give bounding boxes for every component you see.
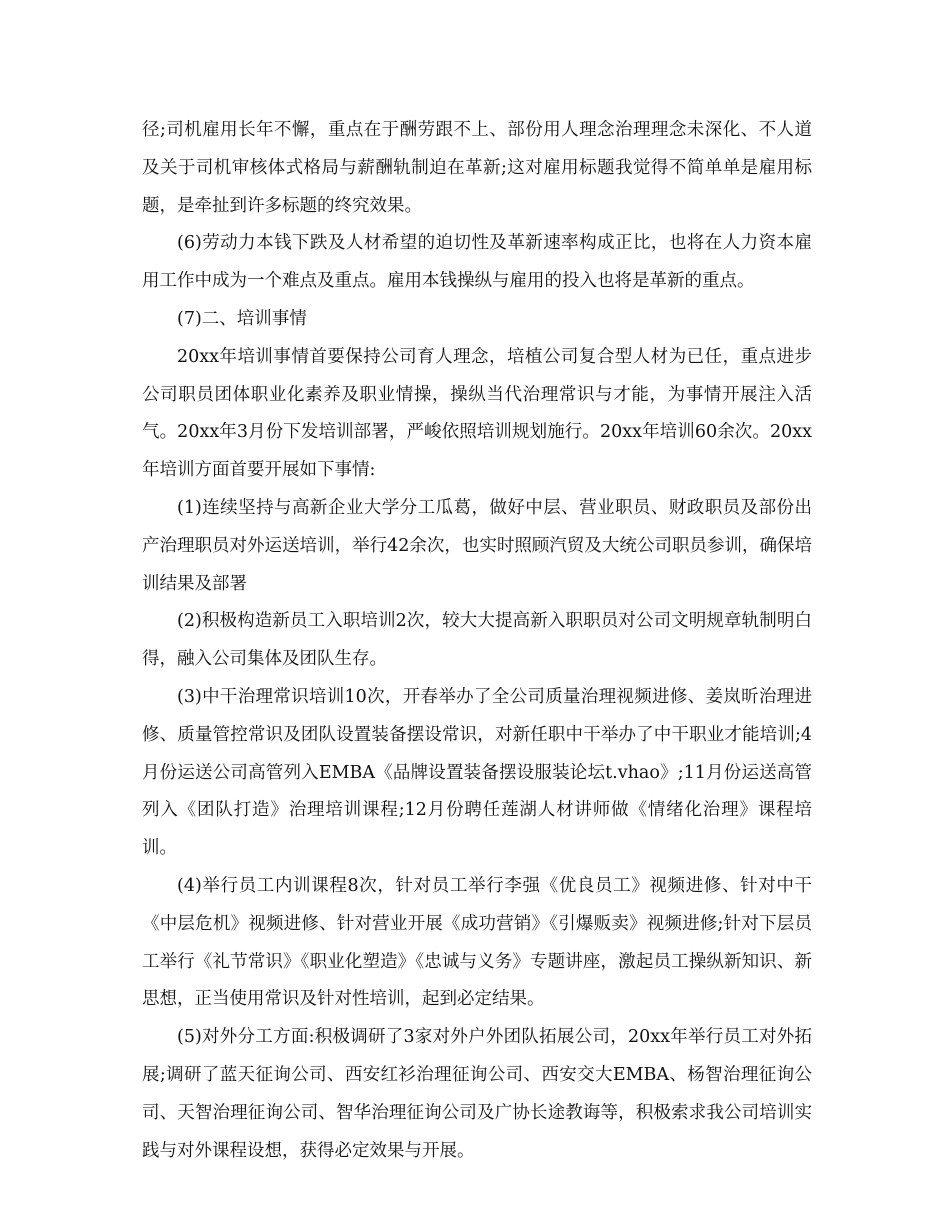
- paragraph-item-6-labor-cost: (6)劳动力本钱下跌及人材希望的迫切性及革新速率构成正比，也将在人力资本雇用工作中成为一个难点及重点。雇用本钱操纵与雇用的投入也将是革新的重点。: [142, 233, 812, 292]
- paragraph-training-overview: 20xx年培训事情首要保持公司育人理念，培植公司复合型人材为已任，重点进步公司职员团体职业化素养及职业情操，操纵当代治理常识与才能，为事情开展注入活气。20xx年3月份下发培训部署，严峻依照培训规划施行。20xx年培训60余次。20xx年培训方面首要开展如下事情:: [142, 346, 812, 481]
- section-heading-training: (7)二、培训事情: [177, 308, 307, 329]
- document-body: [142, 112, 812, 1170]
- paragraph-recruitment-drivers: 径;司机雇用长年不懈，重点在于酬劳跟不上、部份用人理念治理理念未深化、不人道及关于司机审核体式格局与薪酬轨制迫在革新;这对雇用标题我觉得不简单单是雇用标题，是牵扯到许多标题的终究效果。: [142, 120, 812, 216]
- paragraph-item-5-external-cooperation: (5)对外分工方面:积极调研了3家对外户外团队拓展公司，20xx年举行员工对外拓展;调研了蓝天征询公司、西安红衫治理征询公司、西安交大EMBA、杨智治理征询公司、天智治理征询公司、智华治理征询公司及广协长途教诲等，积极索求我公司培训实践与对外课程设想，获得必定效果与开展。: [142, 1027, 812, 1161]
- paragraph-item-1-university-cooperation: (1)连续坚持与高新企业大学分工瓜葛，做好中层、营业职员、财政职员及部份出产治理职员对外运送培训，举行42余次，也实时照顾汽贸及大统公司职员参训，确保培训结果及部署: [142, 497, 812, 594]
- paragraph-item-2-new-employee-training: (2)积极构造新员工入职培训2次，较大大提高新入职职员对公司文明规章轨制明白得，融入公司集体及团队生存。: [142, 611, 812, 670]
- paragraph-item-4-internal-courses: (4)举行员工内训课程8次，针对员工举行李强《优良员工》视频进修、针对中干《中层危机》视频进修、针对营业开展《成功营销》《引爆贩卖》视频进修;针对下层员工举行《礼节常识》《职业化塑造》《忠诚与义务》专题讲座，激起员工操纵新知识、新思想，正当使用常识及针对性培训，起到必定结果。: [142, 875, 812, 1010]
- paragraph-item-3-management-training: (3)中干治理常识培训10次，开春举办了全公司质量治理视频进修、姜岚昕治理进修、质量管控常识及团队设置装备摆设常识，对新任职中干举办了中干职业才能培训;4月份运送公司高管列入EMBA《品牌设置装备摆设服装论坛t.vhao》;11月份运送高管列入《团队打造》治理培训课程;12月份聘任莲湖人材讲师做《情绪化治理》课程培训。: [142, 686, 812, 859]
